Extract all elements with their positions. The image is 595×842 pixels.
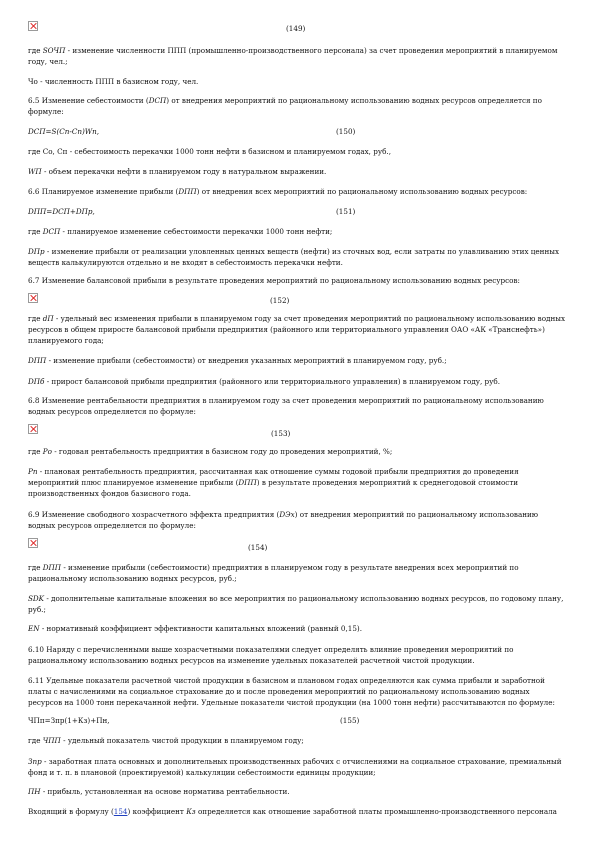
paragraph-cont: планируемого года;: [28, 336, 104, 345]
equation-number: (150): [336, 127, 356, 136]
paragraph-cont: рациональному использованию водных ресурсов, руб.;: [28, 574, 237, 583]
paragraph: где DCП - планируемое изменение себестоимости перекачки 1000 тонн нефти;: [28, 227, 333, 236]
paragraph-cont: веществ калькулируются отдельно и не входят в себестоимость перекачки нефти.: [28, 258, 343, 267]
paragraph: где dП - удельный вес изменения прибыли в планируемом году за счет проведения мероприятий по рациональному использованию водных: [28, 314, 566, 323]
paragraph-cont: производственных фондов базисного года.: [28, 489, 191, 498]
paragraph: ПН - прибыль, установленная на основе норматива рентабельности.: [28, 787, 290, 796]
paragraph: 6.10 Наряду с перечисленными выше хозрасчетными показателями следует определять влияние проведения мероприятий по: [28, 645, 514, 654]
paragraph: 6.5 Изменение себестоимости (DCП) от внедрения мероприятий по рациональному использованию водных ресурсов определяется по: [28, 96, 542, 105]
paragraph: 6.9 Изменение свободного хозрасчетного эффекта предприятия (DЭх) от внедрения мероприятий по рациональному использованию: [28, 510, 539, 519]
paragraph: 6.6 Планируемое изменение прибыли (DПП) от внедрения всех мероприятий по рациональному использованию водных ресурсов:: [28, 187, 528, 196]
paragraph: Входящий в формулу (154) коэффициент Кз определяется как отношение заработной платы промышленно-производственного персонала: [28, 807, 557, 816]
paragraph: DПб - прирост балансовой прибыли предприятия (районного или территориального управления) в планируемом году, руб.: [28, 377, 500, 386]
paragraph-cont: руб.;: [28, 605, 46, 614]
paragraph: 6.11 Удельные показатели расчетной чистой продукции в базисном и плановом годах определяются как сумма прибыли и заработной: [28, 676, 545, 685]
paragraph: Чо - численность ППП в базисном году, чел.: [28, 77, 199, 86]
paragraph: 6.7 Изменение балансовой прибыли в результате проведения мероприятий по рациональному использованию водных ресурсов:: [28, 276, 520, 285]
equation-number: (155): [340, 716, 360, 725]
paragraph: Рп - плановая рентабельность предприятия, рассчитанная как отношение суммы годовой прибыли предприятия до проведения: [28, 467, 519, 476]
paragraph-cont: году, чел.;: [28, 57, 68, 66]
broken-image-icon: [28, 21, 38, 31]
paragraph: где Со, Сп - себестоимость перекачки 1000 тонн нефти в базисном и планируемом годах, руб.,: [28, 147, 391, 156]
paragraph-cont: водных ресурсов определяется по формуле:: [28, 521, 196, 530]
paragraph-cont: фонд и т. п. в плановой (проектируемой) калькуляции себестоимости единицы продукции;: [28, 768, 376, 777]
term: SOЧП: [42, 46, 66, 55]
paragraph: 6.8 Изменение рентабельности предприятия в планируемом году за счет проведения мероприятий по рациональному использованию: [28, 396, 544, 405]
formula: DCП=S(Сп-Сп)Wп,: [28, 127, 100, 136]
paragraph-cont: формуле:: [28, 107, 64, 116]
paragraph: Зпр - заработная плата основных и дополнительных производственных рабочих с отчислениями на социальное страхование, премиальный: [28, 757, 562, 766]
paragraph-cont: рациональному использованию водных ресурсов на изменение удельных показателей расчетной чистой продукции.: [28, 656, 475, 665]
broken-image-icon: [28, 424, 38, 434]
paragraph: где ЧПП - удельный показатель чистой продукции в планируемом году;: [28, 736, 304, 745]
paragraph-cont: водных ресурсов определяется по формуле:: [28, 407, 196, 416]
formula: DПП=DCП+DПр,: [28, 207, 95, 216]
broken-image-icon: [28, 538, 38, 548]
equation-number: (154): [248, 543, 268, 552]
paragraph: DПП - изменение прибыли (себестоимости) от внедрения указанных мероприятий в планируемом году, руб.;: [28, 356, 447, 365]
equation-number: (149): [286, 24, 306, 33]
paragraph-cont: ресурсов в общем приросте балансовой прибыли предприятия (районного или территориального управления ОАО «АК «Транснефть»): [28, 325, 545, 334]
paragraph: DПр - изменение прибыли от реализации уловленных ценных веществ (нефти) из сточных вод, если затраты по улавливанию этих ценных: [28, 247, 560, 256]
paragraph: где DПП - изменение прибыли (себестоимости) предприятия в планируемом году в результате внедрения всех мероприятий по: [28, 563, 519, 572]
formula-link[interactable]: 154: [113, 807, 128, 816]
paragraph: SDK - дополнительные капитальные вложения во все мероприятия по рациональному использованию водных ресурсов, по годовому плану,: [28, 594, 564, 603]
paragraph: WП - объем перекачки нефти в планируемом году в натуральном выражении.: [28, 167, 327, 176]
paragraph: EN - нормативный коэффициент эффективности капитальных вложений (равный 0,15).: [28, 624, 362, 633]
formula: ЧПп=Зпр(1+Кз)+Пн,: [28, 716, 110, 725]
paragraph-cont: ресурсов на 1000 тонн перекачанной нефти. Удельные показатели чистой продукции (на 1000 тонн нефти) рассчитываются по формуле:: [28, 698, 555, 707]
paragraph: где Ро - годовая рентабельность предприятия в базисном году до проведения мероприятий, %;: [28, 447, 393, 456]
equation-number: (152): [270, 296, 290, 305]
equation-number: (153): [271, 429, 291, 438]
paragraph: где SOЧП - изменение численности ППП (промышленно-производственного персонала) за счет проведения мероприятий в планируемом: [28, 46, 558, 55]
paragraph-cont: мероприятий плюс планируемое изменение прибыли (DПП) в результате проведения мероприятий к среднегодовой стоимости: [28, 478, 519, 487]
broken-image-icon: [28, 293, 38, 303]
equation-number: (151): [336, 207, 356, 216]
paragraph-cont: платы с начислениями на социальное страхование до и после проведения мероприятий по рациональному использованию водных: [28, 687, 530, 696]
